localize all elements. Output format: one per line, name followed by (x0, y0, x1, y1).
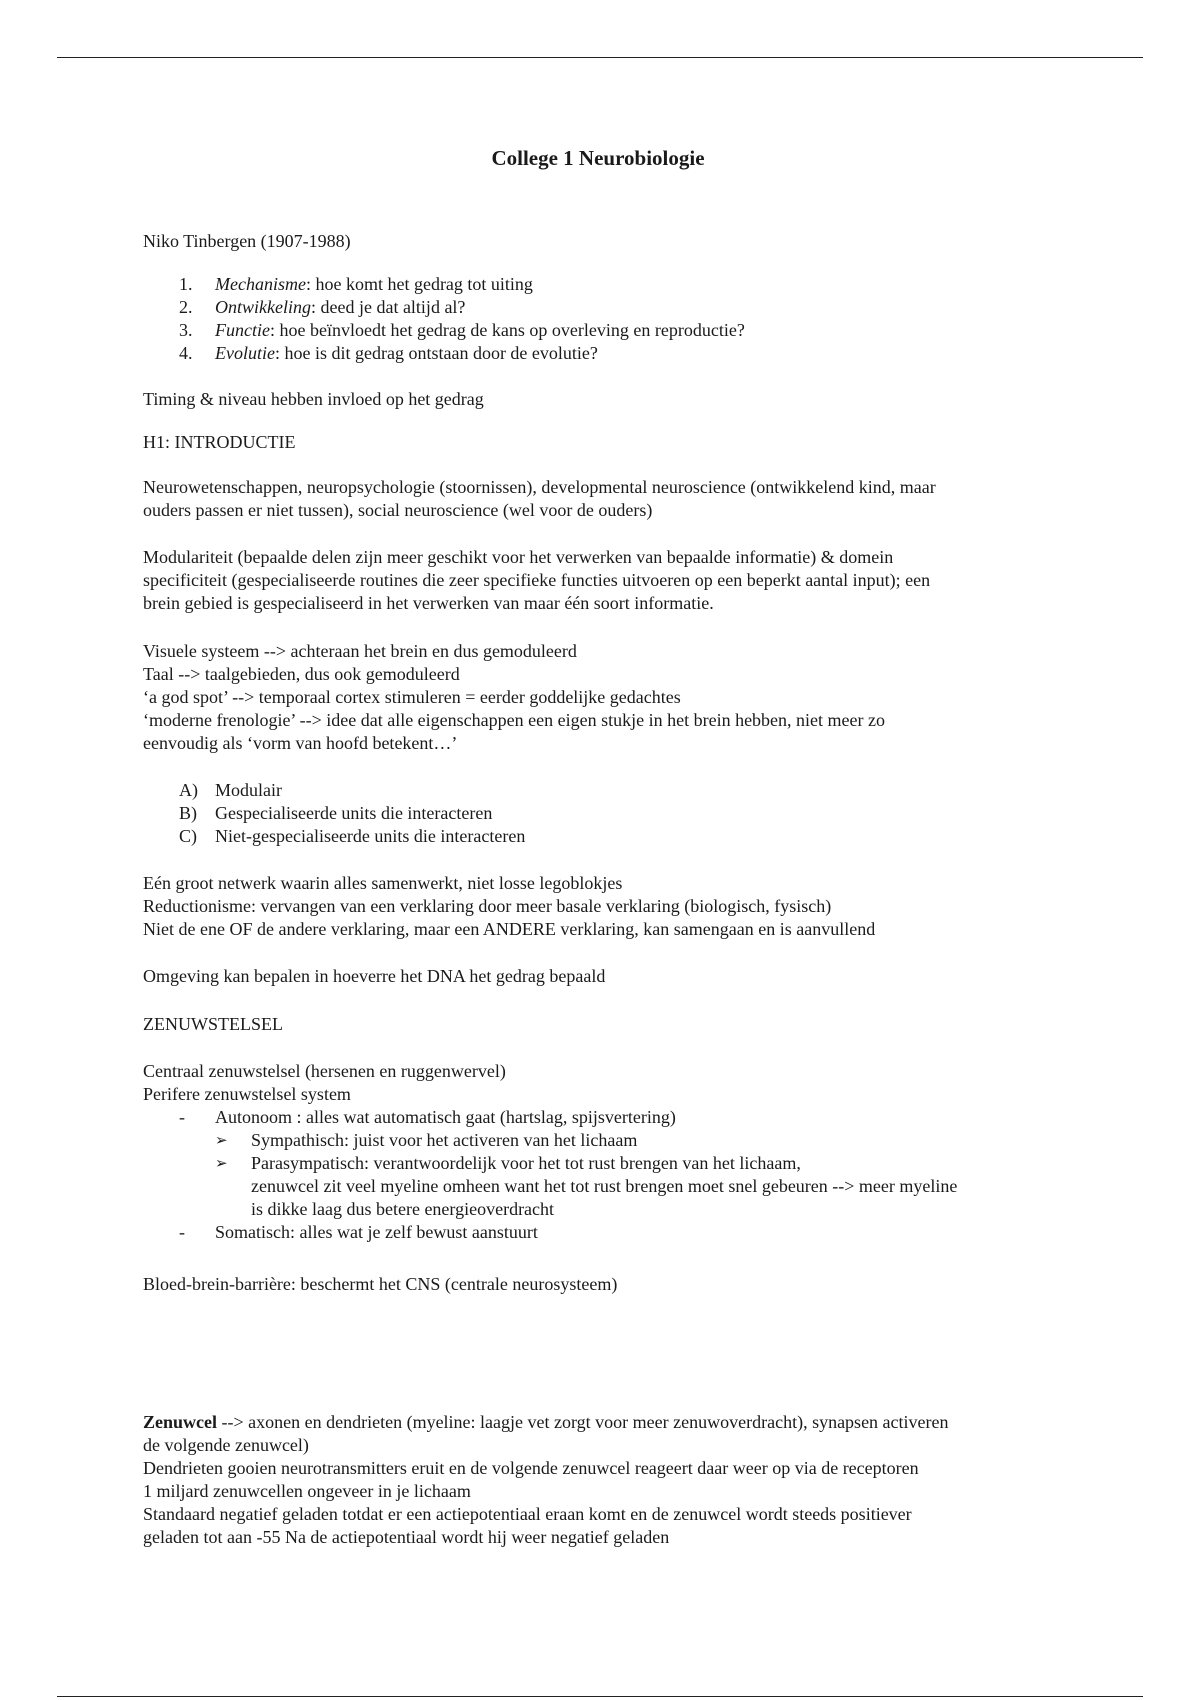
nerve-cell-paragraph: Zenuwcel --> axonen en dendrieten (myeline: laagje vet zorgt voor meer zenuwoverdracht), synapsen activeren de volgende zenuwcel) Dendrieten gooien neurotransmitters eruit en de volgende zenuwcel reageert daar weer op via de receptoren 1 miljard zenuwcellen ongeveer in je lichaam Standaard negatief geladen totdat er een actiepotentiaal eraan komt en de zenuwcel wordt steeds positiever geladen tot aan -55 Na de actiepotentiaal wordt hij weer negatief geladen (143, 1412, 949, 1547)
list-item: C) Niet-gespecialiseerde units die interacteren (179, 826, 526, 846)
modularity-paragraph: Modulariteit (bepaalde delen zijn meer geschikt voor het verwerken van bepaalde informatie) & domein specificiteit (gespecialiseerde routines die zeer specifieke functies uitvoeren op een beperkt aantal input); een brein gebied is gespecialiseerd in het verwerken van maar één soort informatie. (143, 547, 931, 613)
models-list (143, 779, 1063, 848)
list-item: 1. Mechanisme: hoe komt het gedrag tot uiting (179, 274, 533, 294)
zenuwcel-term: Zenuwcel (143, 1412, 217, 1432)
bottom-rule (57, 1696, 1143, 1697)
pns-line: Perifere zenuwstelsel system (143, 1084, 351, 1104)
timing-line: Timing & niveau hebben invloed op het gedrag (143, 389, 484, 409)
neuroscience-paragraph: Neurowetenschappen, neuropsychologie (stoornissen), developmental neuroscience (ontwikkelend kind, maar ouders passen er niet tussen), social neuroscience (wel voor de ouders) (143, 477, 936, 520)
cns-line: Centraal zenuwstelsel (hersenen en ruggenwervel) (143, 1061, 506, 1081)
list-item: ➢ Sympathisch: juist voor het activeren van het lichaam (215, 1130, 638, 1150)
list-item: B) Gespecialiseerde units die interacteren (179, 803, 493, 823)
pns-divisions-list (143, 1106, 1063, 1244)
list-item: A) Modulair (179, 780, 282, 800)
question-term: Evolutie (215, 343, 275, 363)
list-item: ➢ Parasympatisch: verantwoordelijk voor het tot rust brengen van het lichaam, zenuwcel zit veel myeline omheen want het tot rust brengen moet snel gebeuren --> meer myeline is dikke laag dus betere energieoverdracht (215, 1153, 958, 1219)
list-item: 4. Evolutie: hoe is dit gedrag ontstaan door de evolutie? (179, 343, 598, 363)
section-heading-introductie: H1: INTRODUCTIE (143, 432, 296, 452)
arrow-bullet-icon: ➢ (215, 1154, 228, 1172)
list-item: - Somatisch: alles wat je zelf bewust aanstuurt (179, 1222, 538, 1242)
environment-line: Omgeving kan bepalen in hoeverre het DNA het gedrag bepaald (143, 966, 606, 986)
question-term: Functie (215, 320, 270, 340)
visual-system-paragraph: Visuele systeem --> achteraan het brein en dus gemoduleerd Taal --> taalgebieden, dus ook gemoduleerd ‘a god spot’ --> temporaal cortex stimuleren = eerder goddelijke gedachtes ‘moderne frenologie’ --> idee dat alle eigenschappen een eigen stukje in het brein hebben, niet meer zo eenvoudig als ‘vorm van hoofd betekent…’ (143, 641, 885, 753)
section-heading-zenuwstelsel: ZENUWSTELSEL (143, 1014, 283, 1034)
question-term: Mechanisme (215, 274, 306, 294)
blood-brain-barrier-line: Bloed-brein-barrière: beschermt het CNS (centrale neurosysteem) (143, 1274, 618, 1294)
arrow-bullet-icon: ➢ (215, 1131, 228, 1149)
question-term: Ontwikkeling (215, 297, 311, 317)
tinbergen-question-list (143, 273, 1063, 365)
network-paragraph: Eén groot netwerk waarin alles samenwerkt, niet losse legoblokjes Reductionisme: vervangen van een verklaring door meer basale verklaring (biologisch, fysisch) Niet de ene OF de andere verklaring, maar een ANDERE verklaring, kan samengaan en is aanvullend (143, 873, 876, 939)
top-rule (57, 57, 1143, 58)
list-item: 3. Functie: hoe beïnvloedt het gedrag de kans op overleving en reproductie? (179, 320, 745, 340)
nervous-system-outline (143, 1060, 1063, 1244)
document-title: College 1 Neurobiologie (491, 146, 705, 170)
list-item: - Autonoom : alles wat automatisch gaat (hartslag, spijsvertering) (179, 1107, 676, 1127)
author-line: Niko Tinbergen (1907-1988) (143, 231, 351, 251)
list-item: 2. Ontwikkeling: deed je dat altijd al? (179, 297, 466, 317)
